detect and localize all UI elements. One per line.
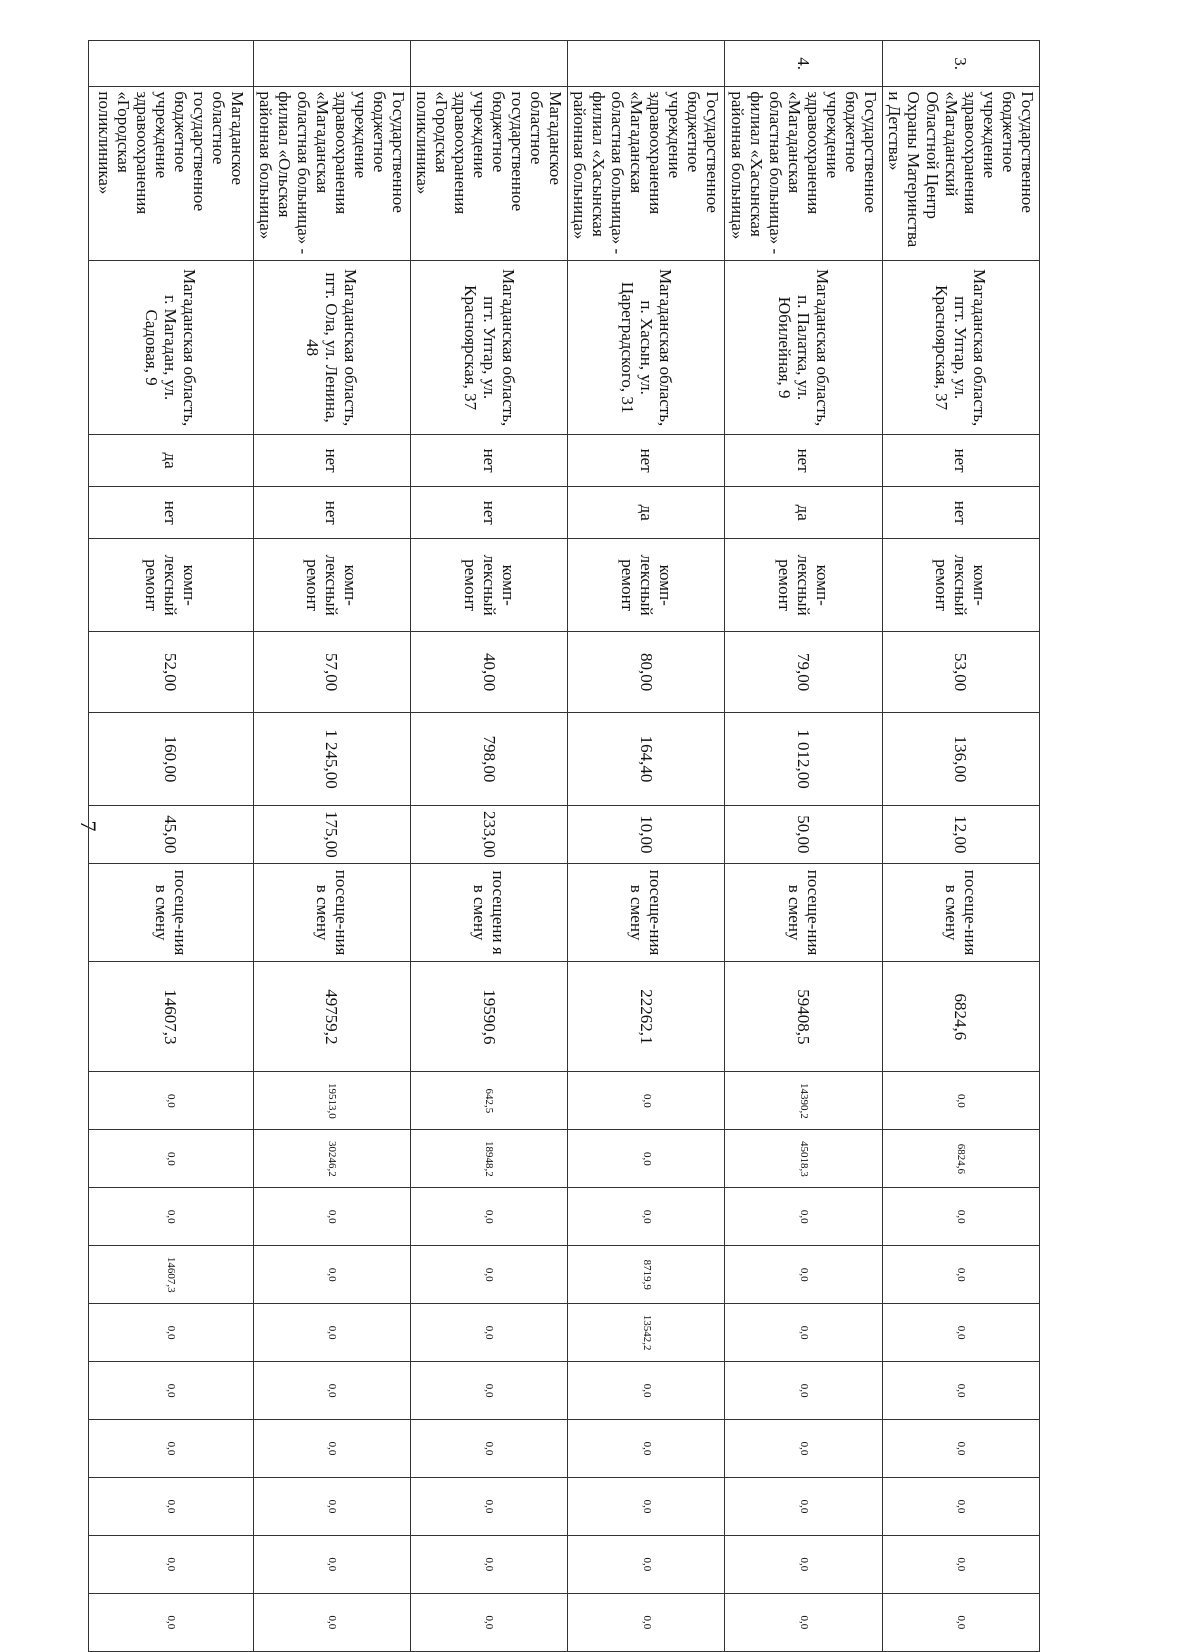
cost-year-2: 0,0 xyxy=(568,1130,725,1188)
cost-year-3: 0,0 xyxy=(725,1188,882,1246)
capacity-unit: посещени я в смену xyxy=(411,863,568,962)
value-2: 1 012,00 xyxy=(725,713,882,806)
cost-year-10: 0,0 xyxy=(88,1593,253,1651)
cost-year-8: 0,0 xyxy=(882,1477,1039,1535)
cost-year-10: 0,0 xyxy=(568,1593,725,1651)
cost-year-9: 0,0 xyxy=(253,1535,410,1593)
total-cost: 22262,1 xyxy=(568,962,725,1072)
value-1: 52,00 xyxy=(88,632,253,713)
row-number xyxy=(253,41,410,87)
work-type: комп-лексный ремонт xyxy=(725,539,882,632)
value-1: 53,00 xyxy=(882,632,1039,713)
cost-year-7: 0,0 xyxy=(88,1420,253,1478)
table-row xyxy=(725,41,882,1652)
cost-year-6: 0,0 xyxy=(88,1362,253,1420)
flag-2: нет xyxy=(411,487,568,539)
value-3: 45,00 xyxy=(88,805,253,863)
flag-2: нет xyxy=(882,487,1039,539)
cost-year-1: 14390,2 xyxy=(725,1072,882,1130)
value-1: 40,00 xyxy=(411,632,568,713)
work-type: комп-лексный ремонт xyxy=(568,539,725,632)
value-1: 79,00 xyxy=(725,632,882,713)
flag-2: нет xyxy=(88,487,253,539)
flag-1: нет xyxy=(882,435,1039,487)
flag-2: да xyxy=(725,487,882,539)
cost-year-3: 0,0 xyxy=(882,1188,1039,1246)
cost-year-7: 0,0 xyxy=(882,1420,1039,1478)
facility-address: Магаданская область, п. Хасын, ул. Цареградского, 31 xyxy=(568,261,725,435)
table-body xyxy=(88,41,1039,1652)
value-1: 80,00 xyxy=(568,632,725,713)
cost-year-5: 0,0 xyxy=(725,1304,882,1362)
value-3: 12,00 xyxy=(882,805,1039,863)
value-2: 160,00 xyxy=(88,713,253,806)
value-3: 233,00 xyxy=(411,805,568,863)
table-row xyxy=(568,41,725,1652)
work-type: комп-лексный ремонт xyxy=(88,539,253,632)
capacity-unit: посеще-ния в смену xyxy=(253,863,410,962)
work-type: комп-лексный ремонт xyxy=(882,539,1039,632)
table-row xyxy=(882,41,1039,1652)
cost-year-2: 0,0 xyxy=(88,1130,253,1188)
cost-year-8: 0,0 xyxy=(411,1477,568,1535)
cost-year-6: 0,0 xyxy=(725,1362,882,1420)
cost-year-6: 0,0 xyxy=(253,1362,410,1420)
cost-year-5: 0,0 xyxy=(88,1304,253,1362)
row-number: 3. xyxy=(882,41,1039,87)
cost-year-10: 0,0 xyxy=(253,1593,410,1651)
cost-year-4: 8719,9 xyxy=(568,1246,725,1304)
facility-address: Магаданская область, п. Палатка, ул. Юбилейная, 9 xyxy=(725,261,882,435)
cost-year-1: 642,5 xyxy=(411,1072,568,1130)
cost-year-6: 0,0 xyxy=(411,1362,568,1420)
facilities-table xyxy=(88,40,1040,1652)
work-type: комп-лексный ремонт xyxy=(253,539,410,632)
cost-year-1: 0,0 xyxy=(568,1072,725,1130)
value-2: 798,00 xyxy=(411,713,568,806)
capacity-unit: посеще-ния в смену xyxy=(568,863,725,962)
total-cost: 59408,5 xyxy=(725,962,882,1072)
value-2: 164,40 xyxy=(568,713,725,806)
cost-year-7: 0,0 xyxy=(253,1420,410,1478)
total-cost: 19590,6 xyxy=(411,962,568,1072)
cost-year-6: 0,0 xyxy=(568,1362,725,1420)
cost-year-7: 0,0 xyxy=(411,1420,568,1478)
cost-year-9: 0,0 xyxy=(568,1535,725,1593)
cost-year-5: 0,0 xyxy=(882,1304,1039,1362)
cost-year-3: 0,0 xyxy=(88,1188,253,1246)
cost-year-10: 0,0 xyxy=(411,1593,568,1651)
institution-name: Государственное бюджетное учреждение здравоохранения «Магаданский Областной Центр Охраны Материнства и Детства» xyxy=(882,87,1039,261)
capacity-unit: посеще-ния в смену xyxy=(725,863,882,962)
table-row xyxy=(88,41,253,1652)
facility-address: Магаданская область, г. Магадан, ул. Садовая, 9 xyxy=(88,261,253,435)
flag-2: да xyxy=(568,487,725,539)
value-3: 10,00 xyxy=(568,805,725,863)
cost-year-10: 0,0 xyxy=(725,1593,882,1651)
flag-1: нет xyxy=(253,435,410,487)
cost-year-5: 0,0 xyxy=(411,1304,568,1362)
total-cost: 14607,3 xyxy=(88,962,253,1072)
flag-1: нет xyxy=(568,435,725,487)
value-2: 1 245,00 xyxy=(253,713,410,806)
cost-year-2: 6824,6 xyxy=(882,1130,1039,1188)
flag-2: нет xyxy=(253,487,410,539)
cost-year-7: 0,0 xyxy=(725,1420,882,1478)
row-number xyxy=(568,41,725,87)
facility-address: Магаданская область, пгт. Уптар, ул. Красноярская, 37 xyxy=(411,261,568,435)
capacity-unit: посеще-ния в смену xyxy=(882,863,1039,962)
cost-year-1: 19513,0 xyxy=(253,1072,410,1130)
institution-name: Государственное бюджетное учреждение здравоохранения «Магаданская областная больница» - филиал «Хасынская районная больница» xyxy=(568,87,725,261)
cost-year-5: 13542,2 xyxy=(568,1304,725,1362)
cost-year-9: 0,0 xyxy=(882,1535,1039,1593)
row-number: 4. xyxy=(725,41,882,87)
table-row xyxy=(411,41,568,1652)
cost-year-8: 0,0 xyxy=(725,1477,882,1535)
capacity-unit: посеще-ния в смену xyxy=(88,863,253,962)
cost-year-6: 0,0 xyxy=(882,1362,1039,1420)
cost-year-4: 0,0 xyxy=(882,1246,1039,1304)
flag-1: нет xyxy=(725,435,882,487)
total-cost: 6824,6 xyxy=(882,962,1039,1072)
cost-year-3: 0,0 xyxy=(411,1188,568,1246)
cost-year-3: 0,0 xyxy=(253,1188,410,1246)
institution-name: Магаданское областное государственное бюджетное учреждение здравоохранения «Городская поликлиника» xyxy=(88,87,253,261)
page-number: 7 xyxy=(76,820,101,832)
value-1: 57,00 xyxy=(253,632,410,713)
institution-name: Государственное бюджетное учреждение здравоохранения «Магаданская областная больница» - филиал «Хасынская районная больница» xyxy=(725,87,882,261)
cost-year-9: 0,0 xyxy=(725,1535,882,1593)
cost-year-8: 0,0 xyxy=(253,1477,410,1535)
cost-year-3: 0,0 xyxy=(568,1188,725,1246)
cost-year-9: 0,0 xyxy=(411,1535,568,1593)
work-type: комп-лексный ремонт xyxy=(411,539,568,632)
cost-year-10: 0,0 xyxy=(882,1593,1039,1651)
value-3: 175,00 xyxy=(253,805,410,863)
facility-address: Магаданская область, пгт. Ола, ул. Ленина, 48 xyxy=(253,261,410,435)
cost-year-8: 0,0 xyxy=(88,1477,253,1535)
cost-year-9: 0,0 xyxy=(88,1535,253,1593)
value-3: 50,00 xyxy=(725,805,882,863)
cost-year-7: 0,0 xyxy=(568,1420,725,1478)
institution-name: Магаданское областное государственное бюджетное учреждение здравоохранения «Городская поликлиника» xyxy=(411,87,568,261)
table-row xyxy=(253,41,410,1652)
cost-year-4: 14607,3 xyxy=(88,1246,253,1304)
flag-1: нет xyxy=(411,435,568,487)
cost-year-8: 0,0 xyxy=(568,1477,725,1535)
value-2: 136,00 xyxy=(882,713,1039,806)
cost-year-1: 0,0 xyxy=(882,1072,1039,1130)
cost-year-1: 0,0 xyxy=(88,1072,253,1130)
flag-1: да xyxy=(88,435,253,487)
cost-year-2: 18948,2 xyxy=(411,1130,568,1188)
cost-year-2: 45018,3 xyxy=(725,1130,882,1188)
cost-year-4: 0,0 xyxy=(725,1246,882,1304)
facility-address: Магаданская область, пгт. Уптар, ул. Красноярская, 37 xyxy=(882,261,1039,435)
cost-year-4: 0,0 xyxy=(253,1246,410,1304)
total-cost: 49759,2 xyxy=(253,962,410,1072)
cost-year-5: 0,0 xyxy=(253,1304,410,1362)
cost-year-2: 30246,2 xyxy=(253,1130,410,1188)
institution-name: Государственное бюджетное учреждение здравоохранения «Магаданская областная больница» - филиал «Ольская районная больница» xyxy=(253,87,410,261)
row-number xyxy=(88,41,253,87)
cost-year-4: 0,0 xyxy=(411,1246,568,1304)
row-number xyxy=(411,41,568,87)
